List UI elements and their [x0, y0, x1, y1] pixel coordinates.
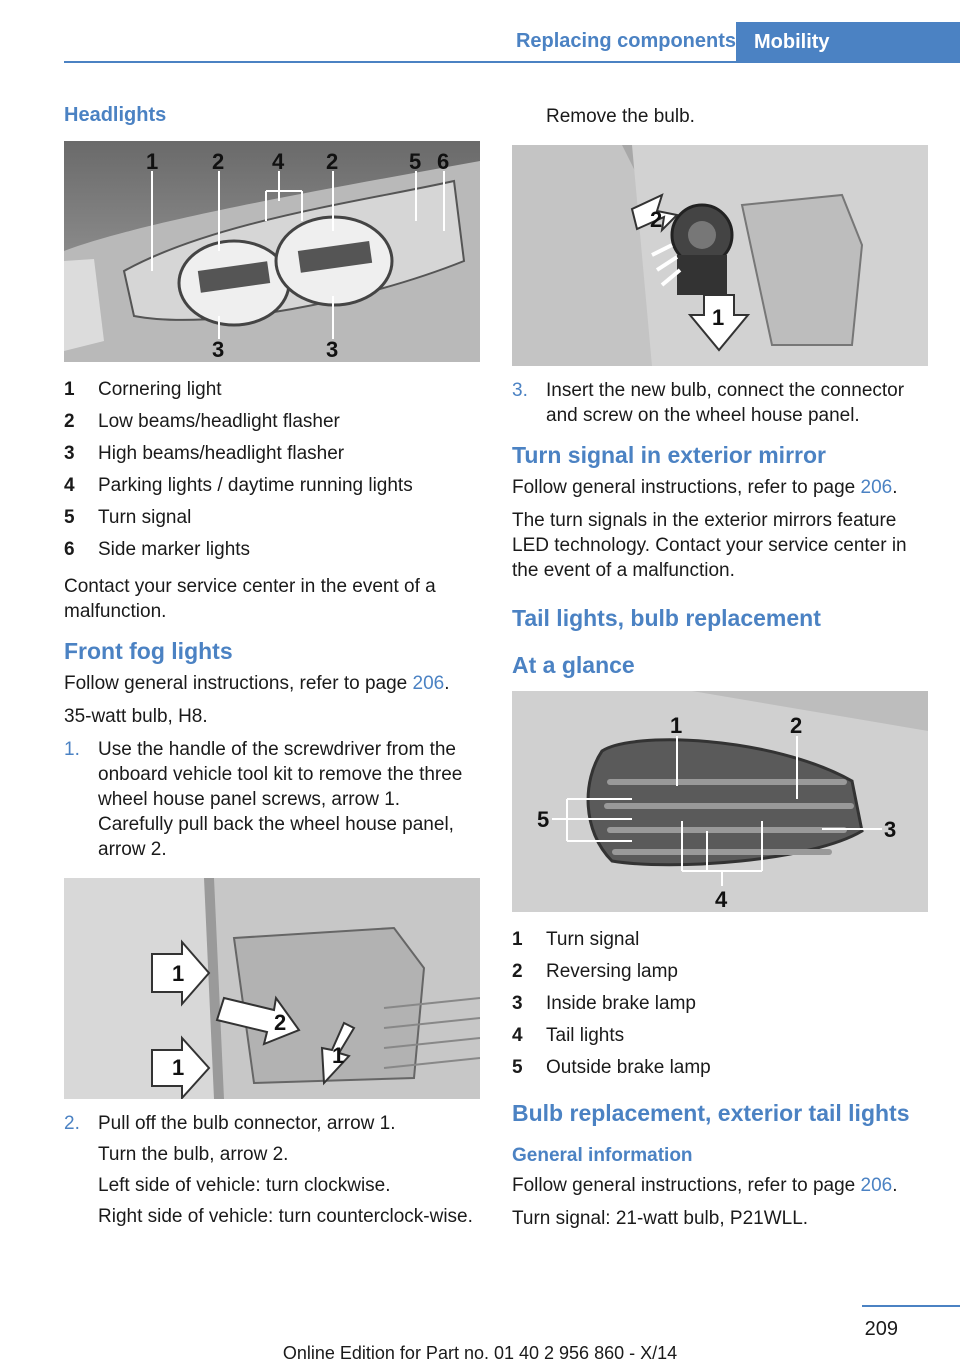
fig-label: 3: [326, 337, 339, 362]
tail-lights-legend: [512, 924, 928, 1084]
tail-lights-illustration: [512, 691, 928, 912]
legend-item: 5 Outside brake lamp: [512, 1057, 711, 1078]
legend-item: 1 Cornering light: [64, 379, 222, 400]
bulb-steps: [512, 378, 928, 428]
mirror-signal-title: Turn signal in exterior mirror: [512, 442, 826, 468]
contact-text: Contact your service center in the event of a malfunction.: [64, 576, 436, 622]
fog-follow-text: Follow general instructions, refer to page 206.: [64, 673, 450, 694]
fig-label: 1: [332, 1043, 345, 1068]
fog-steps-continued: [64, 1111, 480, 1235]
mirror-led-text: The turn signals in the exterior mirrors feature LED technology. Contact your service center in the event of a malfunction.: [512, 510, 907, 581]
fig-label: 6: [437, 149, 450, 174]
wheel-house-illustration: [64, 878, 480, 1099]
page-link[interactable]: 206: [860, 1175, 893, 1196]
tail-lights-figure: [512, 691, 928, 912]
fig-label: 3: [884, 817, 897, 842]
remove-bulb-text: Remove the bulb.: [546, 106, 695, 127]
legend-item: 2 Reversing lamp: [512, 961, 678, 982]
legend-item: 4 Parking lights / daytime running lights: [64, 475, 413, 496]
fig-label: 1: [172, 1055, 185, 1080]
tail-lights-title: Tail lights, bulb replacement: [512, 605, 821, 631]
turn-signal-bulb-text: Turn signal: 21-watt bulb, P21WLL.: [512, 1208, 809, 1229]
headlights-illustration: [64, 141, 480, 362]
footer-rule: [862, 1305, 960, 1307]
legend-item: 3 High beams/headlight flasher: [64, 443, 345, 464]
section-title: Replacing components: [515, 30, 736, 52]
headlights-figure: [64, 141, 480, 362]
page-link[interactable]: 206: [412, 673, 445, 694]
wheel-house-figure: [64, 878, 480, 1099]
page-link[interactable]: 206: [860, 477, 893, 498]
page-number: 209: [864, 1318, 898, 1340]
bulb-figure: [512, 145, 928, 366]
legend-item: 1 Turn signal: [512, 929, 640, 950]
fig-label: 2: [326, 149, 339, 174]
fig-label: 4: [715, 887, 728, 912]
fig-label: 5: [537, 807, 550, 832]
headlights-title: Headlights: [64, 104, 167, 126]
fog-steps: [64, 737, 480, 862]
legend-item: 3 Inside brake lamp: [512, 993, 696, 1014]
fog-bulb-text: 35-watt bulb, H8.: [64, 706, 208, 727]
at-a-glance-title: At a glance: [512, 652, 635, 678]
fig-label: 1: [146, 149, 159, 174]
legend-item: 2 Low beams/headlight flasher: [64, 411, 340, 432]
step-item: 1. Use the handle of the screwdriver from the onboard vehicle tool kit to remove the three wheel house panel screws, arrow 1. Carefully pull back the wheel house panel, arrow 2.: [64, 739, 463, 860]
legend-item: 6 Side marker lights: [64, 539, 251, 560]
bulb-illustration: [512, 145, 928, 366]
fig-label: 4: [272, 149, 285, 174]
fig-label: 3: [212, 337, 225, 362]
fog-lights-title: Front fog lights: [64, 638, 233, 664]
edition-footer: Online Edition for Part no. 01 40 2 956 860 - X/14: [282, 1343, 678, 1363]
left-column: [64, 100, 480, 1245]
fig-label: 2: [650, 207, 663, 232]
step-item: 2. Pull off the bulb connector, arrow 1. Turn the bulb, arrow 2. Left side of vehicle: turn clockwise. Right side of vehicle: turn counterclock-wise.: [64, 1113, 473, 1227]
right-column: [512, 100, 928, 1239]
fig-label: 5: [409, 149, 422, 174]
fig-label: 1: [172, 961, 185, 986]
headlights-legend: [64, 374, 480, 566]
header-rule: [64, 61, 960, 63]
fig-label: 1: [670, 713, 683, 738]
general-follow-text: Follow general instructions, refer to page 206.: [512, 1175, 898, 1196]
fig-label: 2: [274, 1010, 287, 1035]
fig-label: 2: [212, 149, 225, 174]
page-header: [0, 22, 960, 64]
exterior-tail-title: Bulb replacement, exterior tail lights: [512, 1100, 910, 1126]
fig-label: 1: [712, 305, 725, 330]
legend-item: 4 Tail lights: [512, 1025, 625, 1046]
mirror-follow-text: Follow general instructions, refer to page 206.: [512, 477, 898, 498]
legend-item: 5 Turn signal: [64, 507, 192, 528]
general-info-title: General information: [512, 1145, 693, 1166]
step-item: 3. Insert the new bulb, connect the connector and screw on the wheel house panel.: [512, 380, 905, 426]
fig-label: 2: [790, 713, 803, 738]
chapter-tab[interactable]: Mobility: [736, 22, 960, 63]
